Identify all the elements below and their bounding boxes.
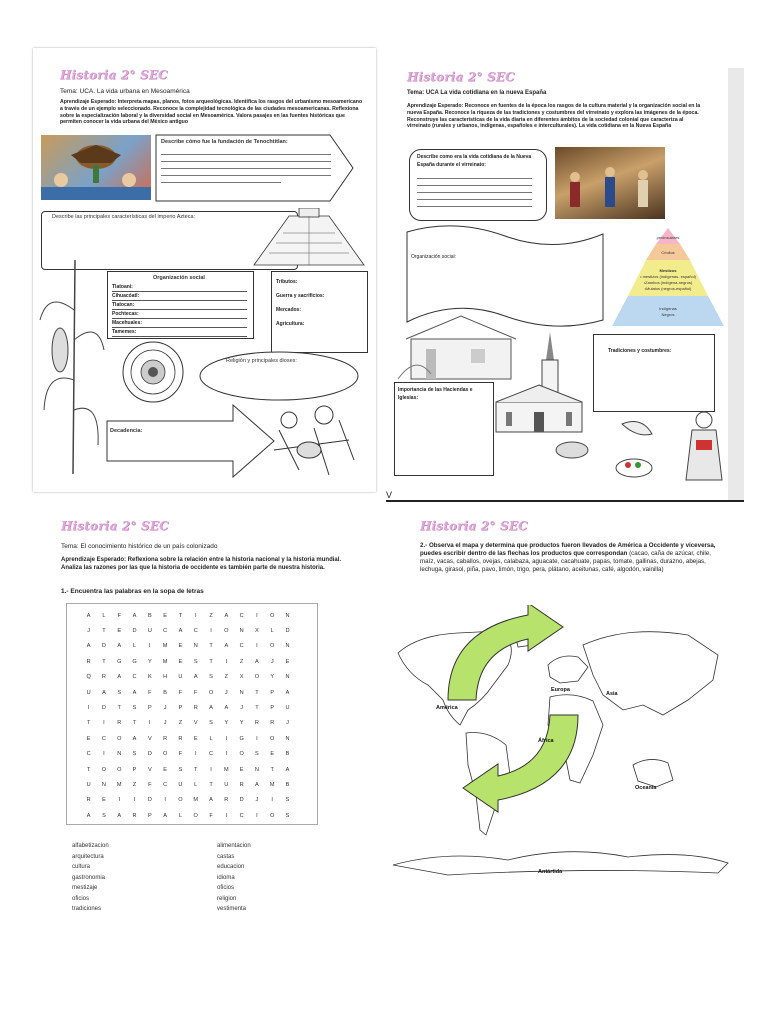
grid-letter[interactable]: O (117, 735, 122, 742)
grid-letter[interactable]: A (224, 643, 229, 650)
grid-letter[interactable]: R (178, 735, 183, 742)
word-item: oficios (217, 885, 235, 891)
grid-letter[interactable]: A (193, 674, 198, 681)
grid-letter[interactable]: U (178, 674, 183, 681)
grid-letter[interactable]: P (132, 766, 137, 773)
grid-letter[interactable]: U (147, 628, 152, 635)
aprendizaje-text: Aprendizaje Esperado: Interpreta mapas, planos, fotos arqueológicas. Identifica los rasgos del urbanismo mesoamericano a través de un ejemplo seleccionado. Reconoce la complejidad tecnológica de las ciudades mesoamericanas. Reflexiona sobre la especialización laboral y la diversidad social en Mesoamérica. Valora pasajes en las fuentes históricas que permiten conocer la vida urbana del México antiguo (60, 99, 363, 126)
grid-letter[interactable]: A (86, 643, 91, 650)
grid-letter[interactable]: C (209, 751, 214, 758)
grid-letter[interactable]: A (224, 705, 229, 712)
grid-letter[interactable]: C (239, 812, 244, 819)
grid-letter[interactable]: S (255, 751, 259, 758)
worksheet-page-mesoamerica (33, 48, 376, 492)
grid-letter[interactable]: R (224, 797, 229, 804)
grid-letter[interactable]: I (225, 735, 228, 742)
grid-letter[interactable]: A (224, 612, 229, 619)
grid-letter[interactable]: D (101, 643, 106, 650)
grid-letter[interactable]: O (239, 751, 244, 758)
imperio-label: Describe las principales características del imperio Azteca: (52, 214, 196, 220)
pyramid-label: Criollos (661, 250, 675, 255)
grid-letter[interactable]: G (117, 658, 122, 665)
grid-letter[interactable]: T (132, 720, 137, 727)
grid-letter[interactable]: A (117, 812, 122, 819)
grid-letter[interactable]: O (224, 628, 229, 635)
grid-row (81, 608, 295, 623)
grid-letter[interactable]: S (285, 812, 290, 819)
grid-letter[interactable]: J (163, 720, 167, 727)
grid-row (81, 747, 295, 762)
word-item: cultura (72, 864, 91, 870)
organizacion-title: Organización social (153, 275, 205, 281)
worksheet-page-sopa-letras (34, 507, 374, 932)
tradiciones-label: Tradiciones y costumbres: (608, 348, 672, 354)
org-item: Pochtecas: (112, 310, 247, 319)
grid-letter[interactable]: R (86, 658, 91, 665)
grid-letter[interactable]: C (163, 628, 168, 635)
grid-letter[interactable]: U (285, 705, 290, 712)
tema-text: Tema: El conocimiento histórico de un país colonizado (61, 543, 218, 550)
grid-letter[interactable]: J (240, 705, 244, 712)
grid-row (81, 716, 295, 731)
instruction-text: 1.- Encuentra las palabras en la sopa de letras (61, 588, 204, 595)
map-label-europa: Europa (551, 687, 570, 693)
grid-letter[interactable]: T (209, 643, 213, 650)
grid-letter[interactable]: D (285, 628, 290, 635)
grid-letter[interactable]: A (255, 781, 259, 788)
decadencia-arrow-shape (106, 404, 276, 478)
grid-letter[interactable]: E (178, 643, 183, 650)
grid-letter[interactable]: O (117, 766, 122, 773)
tributos-item: Mercados: (276, 307, 302, 313)
separator-line (386, 500, 744, 502)
grid-letter[interactable]: S (209, 674, 213, 681)
grid-letter[interactable]: Z (178, 720, 183, 727)
grid-letter[interactable]: L (132, 643, 137, 650)
grid-letter[interactable]: I (194, 612, 197, 619)
word-search-table[interactable] (81, 608, 295, 823)
grid-letter[interactable]: E (163, 612, 167, 619)
vida-answer-lines (417, 172, 532, 207)
tributos-item: Tributos: (276, 279, 298, 285)
grid-letter[interactable]: M (162, 643, 168, 650)
pyramid-label: peninsulares (656, 235, 680, 240)
grid-letter[interactable]: X (255, 628, 259, 635)
grid-letter[interactable]: I (256, 812, 258, 819)
grid-letter[interactable]: P (147, 812, 152, 819)
vida-cotidiana-label: Describe como era la vida cotidiana de la Nueva España durante el virreinato: (417, 154, 532, 168)
grid-letter[interactable]: R (193, 705, 198, 712)
grid-letter[interactable]: C (239, 643, 244, 650)
page-title: Historia 2° SEC (61, 519, 169, 533)
grid-letter[interactable]: T (270, 766, 274, 773)
grid-letter[interactable]: C (163, 781, 168, 788)
grid-letter[interactable]: E (285, 658, 290, 665)
grid-letter[interactable]: L (209, 735, 213, 742)
grid-letter[interactable]: J (224, 689, 228, 696)
separator-mark: V (386, 490, 393, 500)
word-item: castas (217, 853, 235, 860)
grid-letter[interactable]: I (225, 751, 228, 758)
painting-figures (555, 147, 665, 219)
grid-letter[interactable]: U (86, 781, 91, 788)
grid-letter[interactable]: T (209, 781, 213, 788)
tema-text: Tema: UCA. La vida urbana en Mesoamérica (60, 88, 190, 95)
grid-letter[interactable]: P (270, 689, 275, 696)
grid-letter[interactable]: A (255, 658, 259, 665)
grid-letter[interactable]: J (270, 658, 274, 665)
decadencia-label[interactable]: Decadencia: (110, 428, 143, 434)
grid-letter[interactable]: I (271, 797, 273, 804)
grid-letter[interactable]: T (117, 705, 121, 712)
tradiciones-box[interactable] (593, 334, 715, 412)
grid-letter[interactable]: E (270, 751, 275, 758)
grid-letter[interactable]: O (254, 674, 260, 681)
word-item: tradiciones (72, 906, 102, 912)
grid-letter[interactable]: I (225, 812, 228, 819)
grid-letter[interactable]: N (285, 735, 290, 742)
grid-letter[interactable]: D (147, 751, 152, 758)
grid-letter[interactable]: T (209, 658, 213, 665)
pyramid-illustration (249, 208, 369, 266)
grid-letter[interactable]: Y (239, 720, 244, 727)
grid-letter[interactable]: O (208, 689, 214, 696)
grid-letter[interactable]: J (286, 720, 289, 727)
words-list-right (217, 841, 251, 915)
grid-letter[interactable]: T (86, 766, 91, 773)
grid-letter[interactable]: F (194, 689, 198, 696)
grid-letter[interactable]: F (178, 751, 183, 758)
grid-letter[interactable]: I (225, 658, 228, 665)
grid-letter[interactable]: D (147, 797, 152, 804)
grid-letter[interactable]: Z (132, 781, 137, 788)
map-label-asia: Asia (606, 691, 618, 697)
grid-letter[interactable]: I (256, 612, 258, 619)
colonial-painting-image (555, 147, 665, 219)
grid-letter[interactable]: I (103, 720, 105, 727)
grid-letter[interactable]: A (285, 766, 290, 773)
grid-letter[interactable]: G (239, 735, 244, 742)
grid-letter[interactable]: H (163, 674, 168, 681)
grid-letter[interactable]: Q (86, 674, 91, 681)
grid-letter[interactable]: N (285, 612, 290, 619)
org-item: Cihuacóatl: (112, 292, 247, 301)
fundacion-answer-lines[interactable] (161, 148, 331, 183)
grid-letter[interactable]: E (86, 735, 91, 742)
grid-letter[interactable]: I (87, 705, 90, 712)
grid-letter[interactable]: I (210, 628, 212, 635)
grid-letter[interactable]: Z (209, 612, 213, 619)
grid-letter[interactable]: A (209, 797, 213, 804)
grid-letter[interactable]: E (117, 628, 122, 635)
grid-letter[interactable]: M (269, 781, 275, 788)
grid-letter[interactable]: S (209, 720, 213, 727)
grid-letter[interactable]: I (194, 751, 197, 758)
word-item: oficios (72, 895, 90, 902)
grid-letter[interactable]: T (102, 658, 106, 665)
grid-letter[interactable]: A (86, 612, 91, 619)
map-label-oceania: Oceanía (635, 785, 657, 791)
grid-letter[interactable]: M (193, 797, 199, 804)
grid-letter[interactable]: Y (270, 674, 275, 681)
corn-plant-illustration (38, 250, 106, 475)
word-item: alimentacion (217, 843, 251, 849)
religion-label[interactable]: Religión y principales dioses: (226, 358, 297, 364)
grid-row (81, 793, 295, 808)
grid-letter[interactable]: P (270, 705, 275, 712)
grid-letter[interactable]: L (194, 781, 198, 788)
grid-letter[interactable]: A (132, 735, 137, 742)
grid-letter[interactable]: A (117, 674, 122, 681)
grid-row (81, 731, 295, 746)
grid-letter[interactable]: I (149, 720, 151, 727)
grid-letter[interactable]: R (163, 735, 168, 742)
grid-letter[interactable]: T (178, 612, 183, 619)
grid-letter[interactable]: N (285, 643, 290, 650)
tenochtitlan-foundation-image (41, 135, 151, 200)
grid-letter[interactable]: M (223, 766, 229, 773)
grid-letter[interactable]: K (147, 674, 152, 681)
grid-letter[interactable]: N (117, 751, 122, 758)
haciendas-label: Importancia de las Haciendas e Iglesias: (398, 387, 473, 401)
grid-row (81, 623, 295, 638)
worksheet-page-mapa (388, 507, 740, 932)
pyramid-label: •Mulatos (negros-español) (644, 286, 692, 291)
grid-letter[interactable]: P (147, 705, 152, 712)
grid-letter[interactable]: Y (147, 658, 152, 665)
map-label-america: América (436, 705, 458, 711)
tema-text: Tema: UCA La vida cotidiana en la nueva España (407, 90, 547, 96)
grid-letter[interactable]: M (116, 781, 122, 788)
grid-letter[interactable]: F (148, 781, 152, 788)
grid-letter[interactable]: I (164, 797, 166, 804)
grid-row (81, 777, 295, 792)
page-title: Historia 2° SEC (60, 68, 168, 82)
grid-letter[interactable]: E (178, 658, 183, 665)
grid-letter[interactable]: N (239, 628, 244, 635)
grid-letter[interactable]: C (193, 628, 198, 635)
org-item: Tlatoani: (112, 283, 247, 292)
grid-letter[interactable]: R (254, 720, 259, 727)
grid-letter[interactable]: A (102, 689, 106, 696)
grid-letter[interactable]: N (254, 766, 259, 773)
grid-letter[interactable]: M (162, 658, 168, 665)
grid-letter[interactable]: O (270, 612, 275, 619)
grid-letter[interactable]: F (209, 812, 213, 819)
grid-letter[interactable]: B (147, 612, 152, 619)
grid-letter[interactable]: S (193, 658, 198, 665)
grid-letter[interactable]: O (178, 797, 183, 804)
word-item: alfabetizacion (72, 843, 109, 849)
grid-letter[interactable]: O (270, 735, 275, 742)
grid-letter[interactable]: D (132, 628, 137, 635)
grid-letter[interactable]: A (209, 705, 213, 712)
grid-letter[interactable]: R (101, 674, 106, 681)
grid-letter[interactable]: B (285, 751, 290, 758)
word-item: mestizaje (72, 885, 98, 891)
page-margin-strip (728, 68, 744, 500)
word-item: religion (217, 895, 237, 902)
org-item: Tamemes: (112, 328, 247, 337)
grid-letter[interactable]: C (86, 751, 91, 758)
grid-row (81, 762, 295, 777)
warriors-illustration (269, 400, 359, 480)
grid-letter[interactable]: B (163, 689, 167, 696)
grid-letter[interactable]: V (147, 766, 152, 773)
grid-letter[interactable]: T (102, 628, 106, 635)
grid-letter[interactable]: A (132, 689, 137, 696)
grid-letter[interactable]: U (178, 781, 183, 788)
grid-letter[interactable]: G (132, 658, 137, 665)
grid-letter[interactable]: R (132, 812, 137, 819)
grid-letter[interactable]: T (86, 720, 91, 727)
page-title: Historia 2° SEC (407, 70, 515, 84)
map-label-antartida: Antártida (538, 869, 563, 875)
fundacion-label: Describe cómo fue la fundación de Tenochtitlan: (161, 139, 288, 145)
grid-letter[interactable]: C (101, 735, 106, 742)
grid-letter[interactable]: F (178, 689, 183, 696)
grid-row (81, 654, 295, 669)
pyramid-label: •Zambos (indígena-negros) (643, 280, 693, 285)
word-item: gastronomia (72, 874, 106, 881)
grid-letter[interactable]: S (102, 812, 106, 819)
org-item: Tlatocan: (112, 301, 247, 310)
grid-row (81, 700, 295, 715)
pyramid-label: • mestizos (indígenas- español) (640, 274, 696, 279)
grid-letter[interactable]: O (101, 766, 107, 773)
grid-letter[interactable]: T (255, 705, 259, 712)
grid-letter[interactable]: I (256, 735, 258, 742)
grid-letter[interactable]: A (132, 612, 137, 619)
grid-letter[interactable]: Y (224, 720, 229, 727)
grid-letter[interactable]: R (117, 720, 122, 727)
grid-row (81, 639, 295, 654)
grid-letter[interactable]: A (86, 812, 91, 819)
grid-letter[interactable]: N (101, 781, 106, 788)
grid-letter[interactable]: F (148, 689, 152, 696)
word-search-grid[interactable] (66, 603, 318, 825)
pyramid-label: Indígenas (659, 306, 677, 311)
grid-letter[interactable]: A (163, 812, 167, 819)
grid-letter[interactable]: S (285, 797, 290, 804)
grid-letter[interactable]: A (117, 643, 122, 650)
grid-letter[interactable]: I (118, 797, 121, 804)
tributos-item: Guerra y sacrificios: (276, 293, 325, 299)
word-item: vestimenta (217, 906, 247, 912)
grid-letter[interactable]: R (270, 720, 275, 727)
organizacion-list[interactable] (112, 283, 247, 337)
grid-letter[interactable]: A (178, 628, 183, 635)
grid-letter[interactable]: N (239, 689, 244, 696)
grid-letter[interactable]: N (285, 674, 290, 681)
word-item: educacion (217, 864, 245, 870)
grid-letter[interactable]: B (285, 781, 290, 788)
grid-letter[interactable]: P (178, 705, 183, 712)
grid-letter[interactable]: J (87, 628, 91, 635)
grid-letter[interactable]: T (194, 766, 198, 773)
aztec-calendar-illustration (121, 340, 185, 404)
grid-letter[interactable]: E (163, 766, 167, 773)
grid-letter[interactable]: V (147, 735, 152, 742)
grid-row (81, 808, 295, 823)
tributos-item: Agricultura: (276, 321, 305, 327)
worksheet-page-nueva-espana (386, 68, 744, 500)
grid-letter[interactable]: J (163, 705, 167, 712)
grid-letter[interactable]: C (239, 612, 244, 619)
instruction-text: 2.- Observa el mapa y determina que productos fueron llevados de América a Occidente y viceversa, puedes escribir dentro de las flechas los productos que correspondan (cacao, caña de azúcar, chile, maíz, vacas, caballos, ovejas, calabaza, aguacate, cacahuate, papas, tomate, gallinas, durazno, abejas, lechuga, girasol, piña, pavo, limón, trigo, pera, plátano, aceitunas, café, algodón, vainilla) (420, 542, 716, 574)
grid-letter[interactable]: X (239, 674, 244, 681)
grid-letter[interactable]: I (149, 643, 151, 650)
grid-letter[interactable]: L (102, 612, 106, 619)
grid-letter[interactable]: E (102, 797, 106, 804)
grid-letter[interactable]: S (117, 689, 122, 696)
grid-letter[interactable]: I (103, 751, 105, 758)
grid-letter[interactable]: J (255, 797, 259, 804)
grid-letter[interactable]: E (239, 766, 244, 773)
grid-letter[interactable]: O (270, 812, 275, 819)
eagle-illustration (41, 135, 151, 200)
pyramid-label: Mestizos (659, 268, 677, 273)
grid-letter[interactable]: Z (224, 674, 229, 681)
grid-letter[interactable]: S (132, 751, 137, 758)
grid-letter[interactable]: A (285, 689, 290, 696)
word-item: arquitectura (72, 853, 104, 860)
org-item: Macehuales: (112, 319, 247, 328)
grid-letter[interactable]: O (162, 751, 168, 758)
grid-letter[interactable]: I (256, 643, 258, 650)
grid-letter[interactable]: I (210, 766, 212, 773)
grid-letter[interactable]: U (224, 781, 229, 788)
grid-letter[interactable]: I (133, 797, 136, 804)
grid-letter[interactable]: L (178, 812, 182, 819)
map-label-africa: África (538, 738, 554, 744)
grid-letter[interactable]: L (270, 628, 274, 635)
grid-letter[interactable]: C (132, 674, 137, 681)
page-title: Historia 2° SEC (420, 519, 528, 533)
word-item: idioma (217, 874, 235, 881)
words-list-left (72, 841, 109, 915)
grid-letter[interactable]: N (193, 643, 198, 650)
grid-letter[interactable]: O (193, 812, 198, 819)
grid-row (81, 685, 295, 700)
grid-letter[interactable]: R (86, 797, 91, 804)
grid-letter[interactable]: D (101, 705, 106, 712)
grid-letter[interactable]: E (193, 735, 198, 742)
aprendizaje-text: Aprendizaje Esperado: Reconoce en fuentes de la época los rasgos de la cultura material y la organización social en la nueva España. Reconoce la riqueza de las tradiciones y costumbres del virreinato y explora las imágenes de la época. Reconstruye las características de la vida diaria en diferentes ámbitos de la sociedad colonial que caracteriza al virreinato (rurales y urbanos, indígenas, españoles e interculturales). La vida cotidiana en la Nueva España (407, 103, 701, 130)
aprendizaje-text: Aprendizaje Esperado: Reflexiona sobre la relación entre la historia nacional y la historia mundial. Analiza las razones por las que la historia de occidente es también parte de nuestra historia. (61, 557, 342, 571)
grid-letter[interactable]: R (239, 781, 244, 788)
grid-letter[interactable]: U (86, 689, 91, 696)
organizacion-label[interactable]: Organización social: (411, 254, 457, 260)
grid-letter[interactable]: S (132, 705, 137, 712)
grid-letter[interactable]: S (178, 766, 183, 773)
grid-letter[interactable]: Z (239, 658, 244, 665)
map-labels (388, 605, 740, 905)
grid-letter[interactable]: D (239, 797, 244, 804)
tributos-list (276, 275, 324, 331)
grid-row (81, 670, 295, 685)
catrina-illustration (682, 410, 726, 482)
grid-letter[interactable]: F (117, 612, 121, 619)
grid-letter[interactable]: O (270, 643, 275, 650)
pyramid-label: Negros (661, 312, 675, 317)
grid-letter[interactable]: V (193, 720, 198, 727)
grid-letter[interactable]: T (255, 689, 259, 696)
